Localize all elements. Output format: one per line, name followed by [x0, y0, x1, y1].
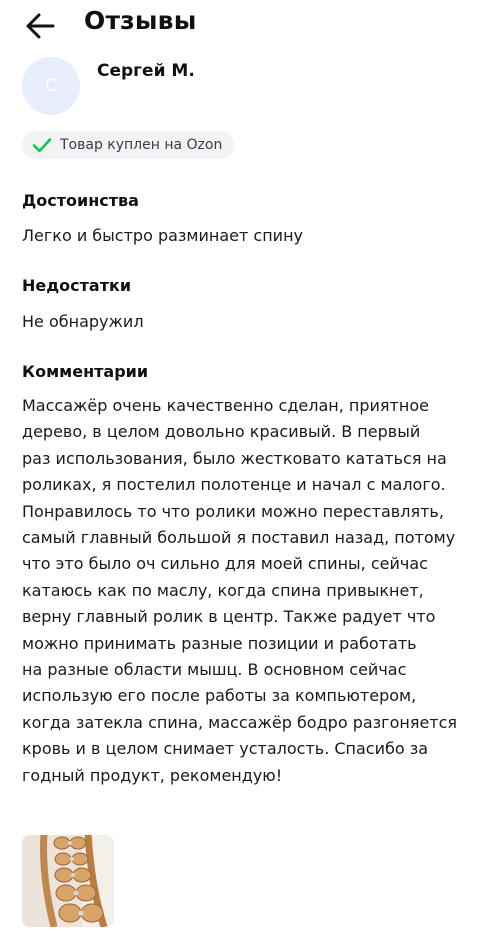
pros-title: Достоинства — [22, 191, 139, 210]
verified-purchase-badge — [22, 131, 234, 159]
comment-line: на разные области мышц. В основном сейчас — [22, 660, 407, 680]
back-button[interactable] — [22, 8, 58, 44]
comment-line: когда затекла спина, массажёр бодро разгоняется — [22, 712, 458, 732]
comment-line: катаюсь как по маслу, когда спина привыкнет, — [22, 580, 424, 600]
comment-text — [22, 393, 484, 789]
page-title: Отзывы — [84, 6, 197, 35]
comment-line: Понравилось то что ролики можно переставлять, — [22, 501, 444, 521]
arrow-left-icon — [25, 13, 55, 39]
avatar-initial: С — [45, 76, 57, 96]
cons-title: Недостатки — [22, 276, 132, 295]
comment-line: что это было оч сильно для моей спины, сейчас — [22, 554, 428, 574]
comment-line: дерево, в целом довольно красивый. В первый — [22, 422, 421, 442]
comment-line: Массажёр очень качественно сделан, приятное — [22, 396, 429, 415]
comment-line: кровь и в целом снимает усталость. Спасибо за — [22, 739, 429, 759]
check-icon — [32, 137, 54, 153]
header — [0, 0, 500, 52]
comment-line: можно принимать разные позиции и работать — [22, 633, 417, 653]
badge-label: Товар куплен на Ozon — [60, 137, 223, 153]
comment-line: верну главный ролик в центр. Также радует что — [22, 607, 436, 627]
comment-line: годный продукт, рекомендую! — [22, 765, 283, 785]
author-name: Сергей М. — [97, 61, 195, 81]
comment-line: раз использования, было жестковато кататься на — [22, 448, 447, 468]
pros-text: Легко и быстро разминает спину — [22, 226, 303, 245]
review-photo[interactable] — [22, 835, 114, 927]
comment-line: самый главный большой я поставил назад, потому — [22, 528, 456, 548]
comment-line: использую его после работы за компьютером, — [22, 686, 417, 706]
cons-text: Не обнаружил — [22, 312, 144, 331]
comment-line: роликах, я постелил полотенце и начал с малого. — [22, 475, 446, 495]
comment-title: Комментарии — [22, 362, 149, 381]
avatar — [22, 57, 80, 115]
